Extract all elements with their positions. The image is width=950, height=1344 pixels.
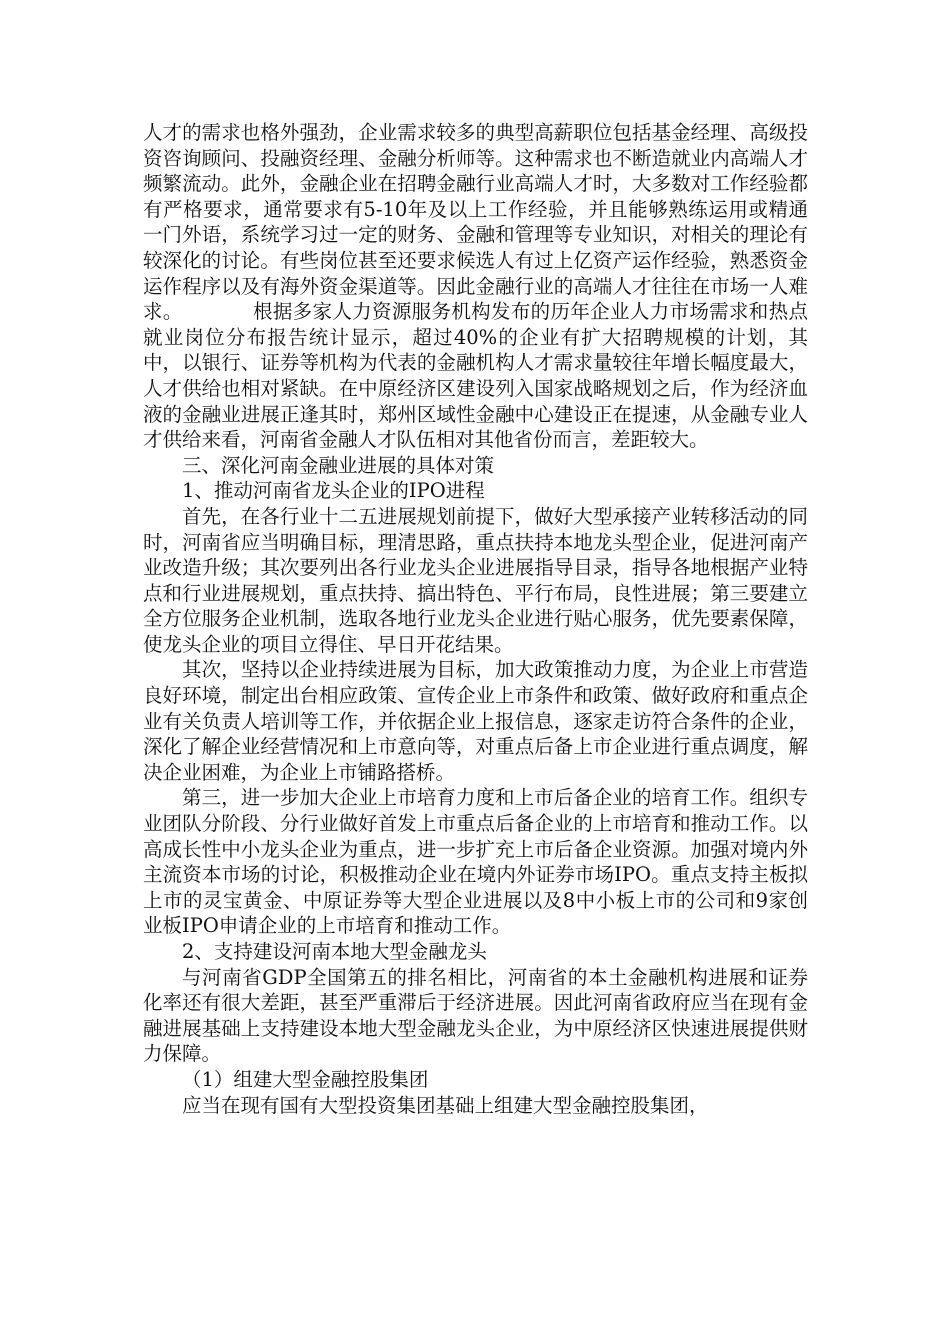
body-paragraph: 与河南省GDP全国第五的排名相比，河南省的本土金融机构进展和证券化率还有很大差距，甚至严重滞后于经济进展。因此河南省政府应当在现有金融进展基础上支持建设本地大型金融龙头企业，为中原经济区快速进展提供财力保障。 <box>143 965 808 1066</box>
document-body <box>143 120 808 1118</box>
sub-subsection-heading: （1）组建大型金融控股集团 <box>182 1067 429 1091</box>
body-paragraph: 第三，进一步加大企业上市培育力度和上市后备企业的培育工作。组织专业团队分阶段、分行业做好首发上市重点后备企业的上市培育和推动工作。以高成长性中小龙头企业为重点，进一步扩充上市后备企业资源。加强对境内外主流资本市场的讨论，积极推动企业在境内外证券市场IPO。重点支持主板拟上市的灵宝黄金、中原证券等大型企业进展以及8中小板上市的公司和9家创业板IPO申请企业的上市培育和推动工作。 <box>143 786 808 938</box>
paragraph-text: 根据多家人力资源服务机构发布的历年企业人力市场需求和热点就业岗位分布报告统计显示，超过40%的企业有扩大招聘规模的计划，其中，以银行、证券等机构为代表的金融机构人才需求量较往年增长幅度最大，人才供给也相对紧缺。在中原经济区建设列入国家战略规划之后，作为经济血液的金融业进展正逢其时，郑州区域性金融中心建设正在提速，从金融专业人才供给来看，河南省金融人才队伍相对其他省份而言，差距较大。 <box>143 300 808 452</box>
subsection-heading: 1、推动河南省龙头企业的IPO进程 <box>182 479 485 503</box>
body-paragraph: 首先，在各行业十二五进展规划前提下，做好大型承接产业转移活动的同时，河南省应当明确目标，理清思路，重点扶持本地龙头型企业，促进河南产业改造升级；其次要列出各行业龙头企业进展指导目录，指导各地根据产业特点和行业进展规划，重点扶持、搞出特色、平行布局，良性进展；第三要建立全方位服务企业机制，选取各地行业龙头企业进行贴心服务，优先要素保障，使龙头企业的项目立得住、早日开花结果。 <box>143 504 808 656</box>
subsection-heading: 2、支持建设河南本地大型金融龙头 <box>182 940 487 963</box>
section-heading: 三、深化河南金融业进展的具体对策 <box>182 453 495 477</box>
body-paragraph: 其次，坚持以企业持续进展为目标，加大政策推动力度，为企业上市营造良好环境，制定出台相应政策、宣传企业上市条件和政策、做好政府和重点企业有关负责人培训等工作，并依据企业上报信息，逐家走访符合条件的企业，深化了解企业经营情况和上市意向等，对重点后备上市企业进行重点调度，解决企业困难，为企业上市铺路搭桥。 <box>143 658 808 784</box>
body-paragraph: 应当在现有国有大型投资集团基础上组建大型金融控股集团， <box>182 1093 709 1117</box>
body-paragraph <box>143 120 808 453</box>
paragraph-text: 人才的需求也格外强劲，企业需求较多的典型高薪职位包括基金经理、高级投资咨询顾问、投融资经理、金融分析师等。这种需求也不断造就业内高端人才频繁流动。此外，金融企业在招聘金融行业高端人才时，大多数对工作经验都有严格要求，通常要求有5-10年及以上工作经验，并且能够熟练运用或精通一门外语，系统学习过一定的财务、金融和管理等专业知识，对相关的理论有较深化的讨论。有些岗位甚至还要求候选人有过上亿资产运作经验，熟悉资金运作程序以及有海外资金渠道等。因此金融行业的高端人才往往在市场一人难求。 <box>143 121 808 324</box>
